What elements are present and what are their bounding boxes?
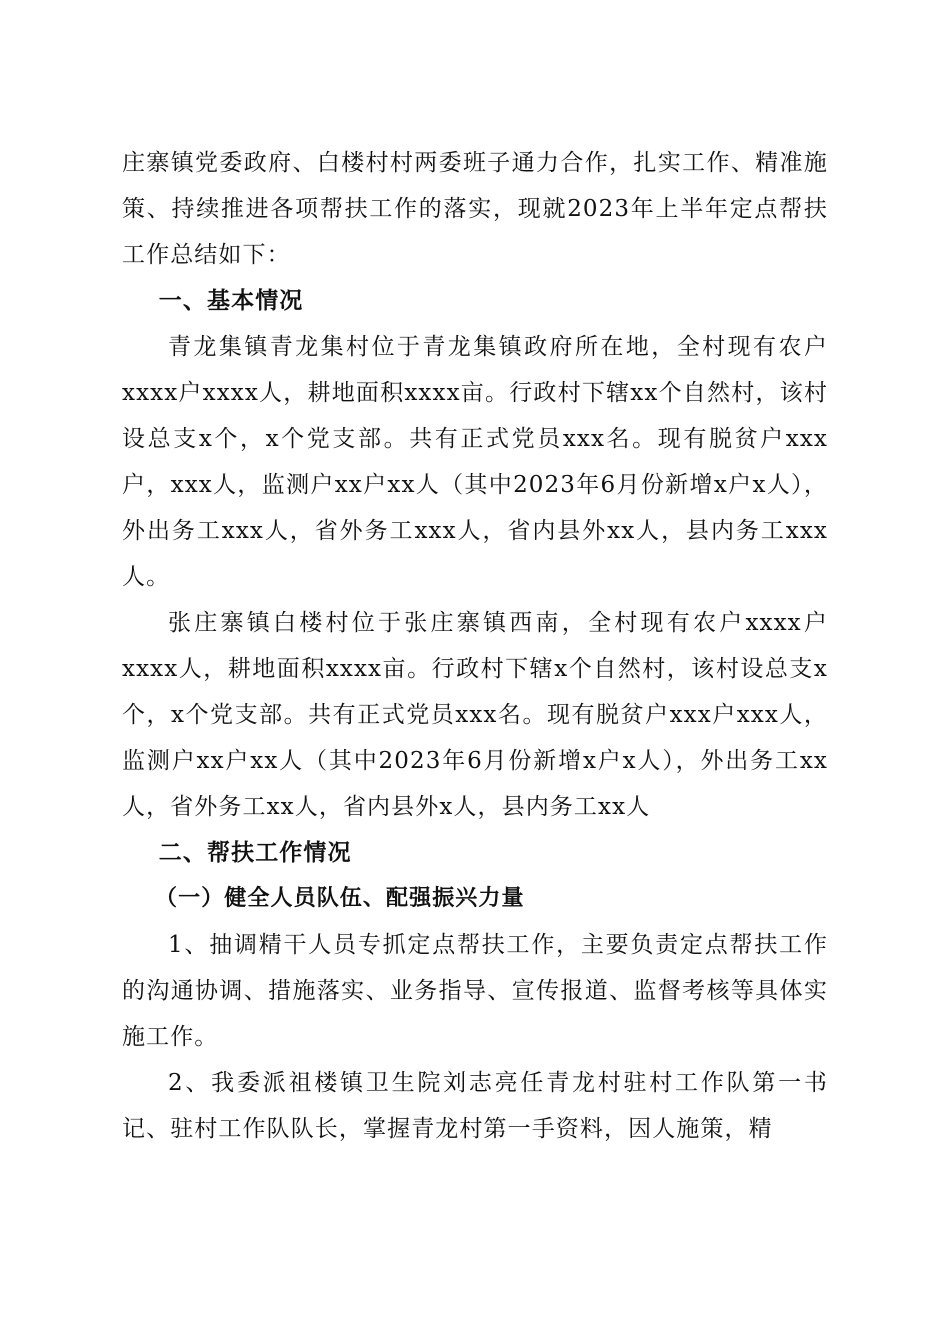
subsection-heading-team: （一）健全人员队伍、配强振兴力量 <box>155 886 525 911</box>
section-heading-basic-info: 一、基本情况 <box>158 288 304 314</box>
document-body <box>122 140 828 1152</box>
paragraph-intro: 庄寨镇党委政府、白楼村村两委班子通力合作，扎实工作、精准施策、持续推进各项帮扶工作的落实，现就2023年上半年定点帮扶工作总结如下： <box>122 150 828 268</box>
section-heading-assistance-work: 二、帮扶工作情况 <box>158 840 352 866</box>
paragraph-item-1: 1、抽调精干人员专抓定点帮扶工作，主要负责定点帮扶工作的沟通协调、措施落实、业务指导、宣传报道、监督考核等具体实施工作。 <box>122 932 828 1050</box>
paragraph-item-2: 2、我委派祖楼镇卫生院刘志亮任青龙村驻村工作队第一书记、驻村工作队队长，掌握青龙村第一手资料，因人施策，精 <box>122 1070 828 1142</box>
paragraph-qinglongji-village: 青龙集镇青龙集村位于青龙集镇政府所在地，全村现有农户xxxx户xxxx人，耕地面积xxxx亩。行政村下辖xx个自然村，该村设总支x个，x个党支部。共有正式党员xxx名。现有脱贫户xxx户，xxx人，监测户xx户xx人（其中2023年6月份新增x户x人），外出务工xxx人，省外务工xxx人，省内县外xx人，县内务工xxx人。 <box>122 334 828 590</box>
paragraph-bailou-village: 张庄寨镇白楼村位于张庄寨镇西南，全村现有农户xxxx户xxxx人，耕地面积xxxx亩。行政村下辖x个自然村，该村设总支x个，x个党支部。共有正式党员xxx名。现有脱贫户xxx户xxx人，监测户xx户xx人（其中2023年6月份新增x户x人），外出务工xx人，省外务工xx人，省内县外x人，县内务工xx人 <box>122 610 828 820</box>
